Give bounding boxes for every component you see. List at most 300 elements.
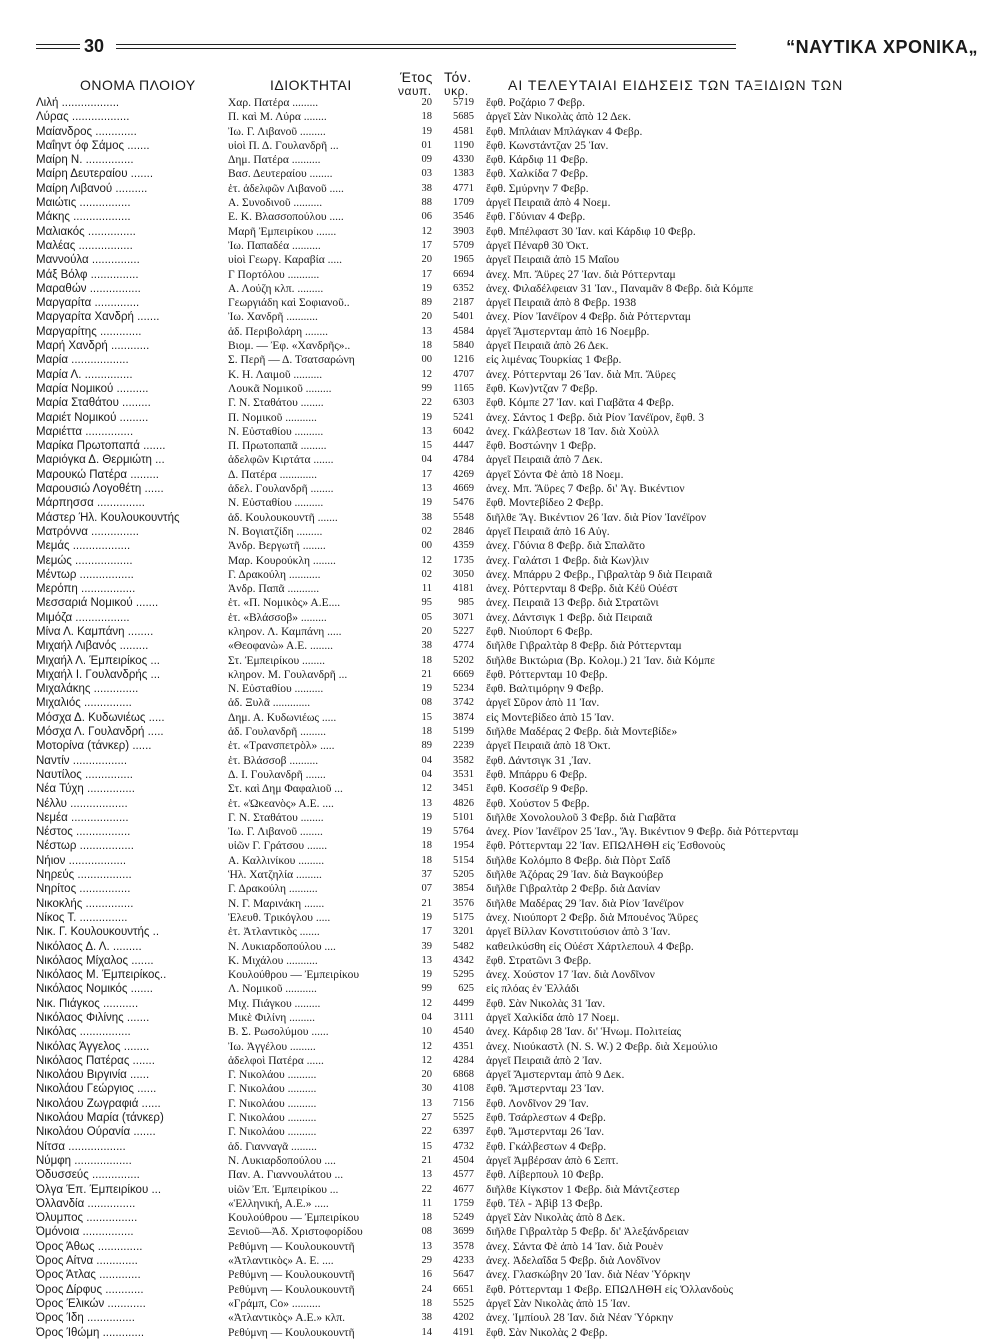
year-built: 19: [421, 811, 432, 823]
ship-name: Μαίρη Δευτεραίου .......: [36, 168, 154, 181]
tonnage: 6042: [453, 425, 474, 437]
owner: υἱοὶ Γεωργ. Καραβία .....: [228, 254, 343, 267]
tonnage: 985: [458, 597, 474, 609]
tonnage: 6352: [453, 282, 474, 294]
owner: ἀδ. Περιβολάρη ........: [228, 325, 328, 338]
owner: Ν. Γ. Μαρινάκη .......: [228, 897, 325, 910]
latest-news: ἔφθ. Γδύνιαν 4 Φεβρ.: [486, 211, 586, 224]
latest-news: ἔφθ. Τσάρλεστων 4 Φεβρ.: [486, 1112, 606, 1125]
year-built: 04: [421, 768, 432, 780]
owner: Μαρ. Κουρούκλη ........: [228, 554, 336, 567]
latest-news: ἀργεῖ Πειραιᾶ ἀπὸ 26 Δεκ.: [486, 340, 609, 353]
latest-news: ἔφθ. Στρατῶνι 3 Φεβρ.: [486, 954, 592, 967]
year-built: 38: [421, 182, 432, 194]
table-row: [36, 582, 976, 596]
year-built: 18: [421, 840, 432, 852]
latest-news: διῆλθε Κολόμπο 8 Φεβρ. διὰ Πὸρτ Σαΐδ: [486, 854, 671, 867]
table-row: [36, 568, 976, 582]
header-rule-middle: [116, 44, 736, 45]
owner: Κ. Μιχάλου ...........: [228, 954, 318, 967]
tonnage: 4447: [453, 440, 474, 452]
ship-name: Όλυμπος ................: [36, 1212, 138, 1225]
owner: Γ. Νικολάου ..........: [228, 1069, 317, 1082]
tonnage: 5647: [453, 1269, 474, 1281]
table-row: [36, 825, 976, 839]
tonnage: 5476: [453, 497, 474, 509]
latest-news: ἔφθ. Μοντεβίδεο 2 Φεβρ.: [486, 497, 604, 510]
tonnage: 5154: [453, 854, 474, 866]
latest-news: ἀνεχ. Σάντος 1 Φεβρ. διὰ Ρίον Ἰανέϊρον, ἔφθ. 3: [486, 411, 705, 424]
year-built: 17: [421, 239, 432, 251]
owner: Ρεθύμνη — Κουλουκουντῆ: [228, 1283, 355, 1296]
ship-name: Νέα Τύχη ...............: [36, 783, 135, 796]
table-row: [36, 868, 976, 882]
tonnage: 3854: [453, 883, 474, 895]
ship-name: Μαρή Χανδρή ............: [36, 340, 150, 353]
latest-news: ἀργεῖ Σὰν Νικολὰς ἀπὸ 12 Δεκ.: [486, 111, 632, 124]
year-built: 19: [421, 911, 432, 923]
latest-news: ἀνεχ. Νιούπορτ 2 Φεβρ. διὰ Μπουένος Ἄϋρες: [486, 911, 698, 924]
ship-name: Μιχαήλ Λ. Έμπειρίκος ...: [36, 654, 160, 667]
year-built: 13: [421, 325, 432, 337]
tonnage: 4669: [453, 483, 474, 495]
table-row: [36, 768, 976, 782]
owner: Ἰω. Χανδρῆ ...........: [228, 311, 318, 324]
year-built: 02: [421, 525, 432, 537]
latest-news: ἔφθ. Μπέλφαστ 30 Ἰαν. καὶ Κάρδιφ 10 Φεβρ.: [486, 225, 696, 238]
tonnage: 6397: [453, 1126, 474, 1138]
year-built: 29: [421, 1255, 432, 1267]
tonnage: 5234: [453, 683, 474, 695]
latest-news: ἔφθ. Κοσσέϊρ 9 Φεβρ.: [486, 783, 589, 796]
table-row: [36, 282, 976, 296]
year-built: 04: [421, 454, 432, 466]
latest-news: καθειλκύσθη εἰς Οὐέστ Χάρτλεπουλ 4 Φεβρ.: [486, 940, 694, 953]
table-row: [36, 482, 976, 496]
latest-news: ἔφθ. Νιούπορτ 6 Φεβρ.: [486, 625, 593, 638]
owner: Μαρῆ Ἐμπειρίκου .......: [228, 225, 337, 238]
owner: Κουλούθρου — Ἐμπειρίκου: [228, 1212, 360, 1225]
tonnage: 1383: [453, 168, 474, 180]
table-row: [36, 253, 976, 267]
year-built: 30: [421, 1083, 432, 1095]
table-row: [36, 1040, 976, 1054]
owner: «Θεοφανὼ» Α.Ε. ........: [228, 640, 334, 653]
latest-news: ἀργεῖ Σὰν Νικολὰς ἀπὸ 8 Δεκ.: [486, 1212, 626, 1225]
latest-news: ἀργεῖ Πειραιᾶ ἀπὸ 2 Ἰαν.: [486, 1054, 603, 1067]
table-row: [36, 1311, 976, 1325]
table-row: [36, 339, 976, 353]
year-built: 95: [421, 597, 432, 609]
latest-news: ἔφθ. Μπάρρυ 6 Φεβρ.: [486, 768, 588, 781]
table-row: [36, 711, 976, 725]
year-built: 39: [421, 940, 432, 952]
owner: ἀδελ. Γουλανδρῆ ........: [228, 483, 334, 496]
latest-news: διῆλθε Μαδέρας 2 Φεβρ. διὰ Μοντεβίδε»: [486, 726, 678, 739]
tonnage: 4771: [453, 182, 474, 194]
year-built: 04: [421, 1012, 432, 1023]
year-built: 11: [421, 583, 432, 595]
table-row: [36, 1011, 976, 1025]
ship-name: Μαρία Σταθάτου .........: [36, 397, 151, 410]
ship-name: Μαριόγκα Δ. Θερμιώτη ...: [36, 454, 165, 467]
latest-news: ἔφθ. Δάντσιγκ 31 ,Ἰαν.: [486, 754, 592, 767]
ship-name: Μοτορίνα (τάνκερ) ......: [36, 740, 152, 753]
ship-name: Μαΐηντ όφ Σάμος .......: [36, 139, 150, 152]
owner: «Ἀτλαντικὸς» Α.Ε.» κλπ.: [228, 1312, 346, 1325]
ship-name: Μαίρη Λιβανού ..........: [36, 182, 148, 195]
year-built: 99: [421, 983, 432, 995]
year-built: 18: [421, 340, 432, 352]
owner: «Ἀτλαντικὸς» Α. Ε. ....: [228, 1255, 334, 1268]
year-built: 19: [421, 969, 432, 981]
tonnage: 3111: [453, 1012, 474, 1023]
latest-news: ἀνεχ. Γαλάτσι 1 Φεβρ. διὰ Κων)λιν: [486, 554, 649, 567]
ship-table: [36, 96, 976, 1340]
owner: Ν. Λυκιαρδοπούλου ....: [228, 940, 336, 953]
year-built: 18: [421, 1297, 432, 1309]
ship-name: Όρος Ίθώμη .............: [36, 1326, 145, 1339]
ship-name: Μάκης ..................: [36, 211, 131, 224]
latest-news: ἔφθ. Κων)ντζαν 7 Φεβρ.: [486, 382, 598, 395]
year-built: 18: [421, 1212, 432, 1224]
page-header: [36, 36, 978, 58]
tonnage: 6694: [453, 268, 474, 280]
ship-name: Μιχαήλ Λιβανός .........: [36, 640, 149, 653]
table-row: [36, 982, 976, 996]
latest-news: ἀργεῖ Πειραιᾶ ἀπὸ 16 Αὐγ.: [486, 525, 610, 538]
tonnage: 3546: [453, 211, 474, 223]
owner: Σ. Περῆ — Δ. Τσατσαρώνη: [228, 354, 355, 367]
tonnage: 4202: [453, 1312, 474, 1324]
table-row: [36, 625, 976, 639]
table-row: [36, 911, 976, 925]
ship-name: Όρος Δίρφυς ............: [36, 1283, 144, 1296]
latest-news: ἔφθ. Σμύρνην 7 Φεβρ.: [486, 182, 589, 195]
tonnage: 3699: [453, 1226, 474, 1238]
ship-name: Μιμόζα .................: [36, 611, 130, 624]
tonnage: 4581: [453, 125, 474, 137]
owner: Γεωργιάδη καὶ Σοφιανοῦ..: [228, 297, 350, 310]
ship-name: Όρος Έλικών ............: [36, 1297, 146, 1310]
owner: Παν. Α. Γιαννουλάτου ...: [228, 1169, 344, 1182]
ship-name: Μεσσαριά Νομικού .......: [36, 597, 159, 610]
year-built: 15: [421, 440, 432, 452]
ship-name: Όδυσσεύς ...............: [36, 1169, 140, 1182]
table-row: [36, 1211, 976, 1225]
ship-name: Νικόλας Άγγελος ........: [36, 1040, 150, 1053]
tonnage: 4181: [453, 583, 474, 595]
ship-name: Ματρόννα ...............: [36, 525, 139, 538]
owner: Ξενιοῦ—Ἀδ. Χριστοφορίδου: [228, 1226, 363, 1239]
table-row: [36, 968, 976, 982]
tonnage: 5709: [453, 239, 474, 251]
table-row: [36, 268, 976, 282]
ship-name: Μαλέας .................: [36, 239, 133, 252]
year-built: 20: [421, 625, 432, 637]
table-row: [36, 1225, 976, 1239]
ship-name: Μαργαρίτα ..............: [36, 297, 140, 310]
year-built: 09: [421, 154, 432, 166]
latest-news: εἰς λιμένας Τουρκίας 1 Φεβρ.: [486, 354, 622, 367]
table-row: [36, 754, 976, 768]
latest-news: διῆλθε Γιβραλτὰρ 5 Φεβρ. δι' Ἀλεξάνδρειαν: [486, 1226, 689, 1239]
owner: Π. καὶ Μ. Λύρα ........: [228, 111, 327, 124]
tonnage: 5525: [453, 1297, 474, 1309]
latest-news: διῆλθε Κίγκστον 1 Φεβρ. διὰ Μάντζεστερ: [486, 1183, 680, 1196]
latest-news: ἔφθ. Κόμπε 27 Ἰαν. καὶ Γιαβᾶτα 4 Φεβρ.: [486, 397, 674, 410]
table-row: [36, 839, 976, 853]
ship-name: Μαρία Λ. ...............: [36, 368, 133, 381]
table-row: [36, 1297, 976, 1311]
ship-name: Νικόλαος Πατέρας .......: [36, 1054, 155, 1067]
tonnage: 1165: [453, 382, 474, 394]
header-rule-left: [36, 44, 80, 45]
owner: ἀδ. Κουλουκουντῆ .......: [228, 511, 338, 524]
ship-name: Μαργαρίτα Χανδρή .......: [36, 311, 160, 324]
latest-news: ἔφθ. Χούστον 5 Φεβρ.: [486, 797, 590, 810]
owner: Ἰω. Γ. Λιβανοῦ ........: [228, 826, 323, 839]
year-built: 20: [421, 1069, 432, 1081]
tonnage: 5401: [453, 311, 474, 323]
col-header-year-2: ναυπ.: [398, 84, 432, 98]
tonnage: 1709: [453, 197, 474, 209]
owner: Ν. Εὐσταθίου ..........: [228, 497, 324, 510]
year-built: 08: [421, 697, 432, 709]
tonnage: 5205: [453, 869, 474, 881]
owner: Γ. Ν. Σταθάτου ........: [228, 811, 324, 824]
owner: «Γράμπ, Co» ..........: [228, 1297, 321, 1310]
year-built: 19: [421, 826, 432, 838]
year-built: 12: [421, 554, 432, 566]
table-row: [36, 1125, 976, 1139]
latest-news: ἔφθ. Μπλάιαν Μπλάγκαν 4 Φεβρ.: [486, 125, 643, 138]
year-built: 13: [421, 1240, 432, 1252]
tonnage: 3576: [453, 897, 474, 909]
latest-news: ἀργεῖ Σόντα Φὲ ἀπὸ 18 Νοεμ.: [486, 468, 624, 481]
table-row: [36, 1197, 976, 1211]
owner: Δ. Ι. Γουλανδρῆ .......: [228, 768, 326, 781]
ship-name: Ναυτίλος ...............: [36, 768, 133, 781]
latest-news: ἀνεχ. Μπ. Ἄϋρες 7 Φεβρ. δι' Ἁγ. Βικέντιον: [486, 483, 685, 496]
year-built: 13: [421, 425, 432, 437]
table-row: [36, 682, 976, 696]
tonnage: 4233: [453, 1255, 474, 1267]
owner: Ν. Εὐσταθίου ..........: [228, 425, 324, 438]
latest-news: ἔφθ. Ἄμστερνταμ 26 Ἰαν.: [486, 1126, 605, 1139]
tonnage: 3071: [453, 611, 474, 623]
ship-name: Μαρουκώ Πατέρα .........: [36, 468, 160, 481]
ship-name: Νικολάου Γεώργιος ......: [36, 1083, 157, 1096]
tonnage: 4191: [453, 1326, 474, 1338]
tonnage: 4826: [453, 797, 474, 809]
year-built: 15: [421, 711, 432, 723]
latest-news: ἔφθ. Γκάλβεστων 4 Φεβρ.: [486, 1140, 607, 1153]
table-row: [36, 1025, 976, 1039]
table-row: [36, 611, 976, 625]
year-built: 12: [421, 783, 432, 795]
ship-name: Μαρία Νομικού ..........: [36, 382, 149, 395]
table-row: [36, 511, 976, 525]
ship-name: Νικ. Πιάγκος ...........: [36, 997, 139, 1010]
owner: Λ. Νομικοῦ ...........: [228, 983, 317, 996]
latest-news: ἀργεῖ Ἀμβέρσαν ἀπὸ 6 Σεπτ.: [486, 1154, 619, 1167]
tonnage: 4774: [453, 640, 474, 652]
year-built: 24: [421, 1283, 432, 1295]
owner: Γ. Δρακούλη ...........: [228, 568, 321, 581]
ship-name: Όρος Άτλας .............: [36, 1269, 141, 1282]
ship-name: Νήιον ..................: [36, 854, 127, 867]
table-row: [36, 396, 976, 410]
ship-name: Μαρίκα Πρωτοπαπά .......: [36, 440, 166, 453]
owner: Ἀνδρ. Βεργωτῆ ........: [228, 540, 326, 553]
table-row: [36, 310, 976, 324]
owner: Γ. Ν. Σταθάτου ........: [228, 397, 324, 410]
tonnage: 4584: [453, 325, 474, 337]
tonnage: 4359: [453, 540, 474, 552]
latest-news: ἀνεχ. Ἰμπίουλ 28 Ἰαν. διὰ Νέαν Ὑόρκην: [486, 1312, 674, 1325]
table-row: [36, 353, 976, 367]
year-built: 02: [421, 568, 432, 580]
table-row: [36, 110, 976, 124]
year-built: 18: [421, 726, 432, 738]
ship-name: Μέντωρ .................: [36, 568, 134, 581]
table-row: [36, 1268, 976, 1282]
year-built: 27: [421, 1112, 432, 1124]
ship-name: Μαίρη Ν. ...............: [36, 154, 134, 167]
ship-name: Νικόλαος Δ. Λ. .........: [36, 940, 142, 953]
tonnage: 4504: [453, 1154, 474, 1166]
owner: Γ. Νικολάου ..........: [228, 1097, 317, 1110]
table-row: [36, 725, 976, 739]
owner: ἑτ. Ἀτλαντικὸς .......: [228, 926, 320, 939]
latest-news: διῆλθε Χονολουλοῦ 3 Φεβρ. διὰ Γιαβᾶτα: [486, 811, 676, 824]
tonnage: 1965: [453, 254, 474, 266]
owner: Ἐλευθ. Τρικόγλου .....: [228, 911, 331, 924]
owner: Ρεθύμνη — Κουλουκουντῆ: [228, 1240, 355, 1253]
table-row: [36, 239, 976, 253]
ship-name: Μαραθών ................: [36, 282, 141, 295]
table-row: [36, 125, 976, 139]
ship-name: Μαιώτις ................: [36, 197, 131, 210]
tonnage: 5295: [453, 969, 474, 981]
table-row: [36, 1082, 976, 1096]
year-built: 22: [421, 397, 432, 409]
tonnage: 1216: [453, 354, 474, 366]
journal-title: “ΝΑΥΤΙΚΑ ΧΡΟΝΙΚΑ„: [786, 37, 978, 57]
ship-name: Μιχαλιός ...............: [36, 697, 132, 710]
tonnage: 5101: [453, 811, 474, 823]
owner: Στ. καὶ Δημ Φαφαλιοῦ ...: [228, 783, 343, 796]
latest-news: ἀργεῖ Πειραιᾶ ἀπὸ 4 Νοεμ.: [486, 197, 611, 210]
tonnage: 5227: [453, 625, 474, 637]
year-built: 07: [421, 883, 432, 895]
ship-name: Νικολάου Βιργινία ......: [36, 1069, 150, 1082]
table-row: [36, 539, 976, 553]
owner: ἑτ. «Ὠκεανὸς» Α.Ε. ....: [228, 797, 334, 810]
owner: ἀδ. Γουλανδρῆ .........: [228, 726, 327, 739]
latest-news: ἀνεχ. Ρόττερνταμ 26 Ἰαν. διὰ Μπ. Ἄϋρες: [486, 368, 676, 381]
year-built: 12: [421, 1054, 432, 1066]
table-row: [36, 1068, 976, 1082]
tonnage: 4351: [453, 1040, 474, 1052]
owner: Ρεθύμνη — Κουλουκουντῆ: [228, 1326, 355, 1339]
latest-news: ἔφθ. Λονδῖνον 29 Ἰαν.: [486, 1097, 589, 1110]
ship-name: Μεμάς ..................: [36, 540, 131, 553]
owner: Λουκᾶ Νομικοῦ .........: [228, 382, 332, 395]
owner: Γ. Νικολάου ..........: [228, 1083, 317, 1096]
ship-name: Νύμφη ..................: [36, 1154, 132, 1167]
latest-news: ἔφθ. Ἄμστερνταμ 23 Ἰαν.: [486, 1083, 605, 1096]
tonnage: 6303: [453, 397, 474, 409]
latest-news: ἔφθ. Βοστώνην 1 Φεβρ.: [486, 440, 597, 453]
tonnage: 6669: [453, 668, 474, 680]
table-row: [36, 325, 976, 339]
latest-news: διῆλθε Ἅγ. Βικέντιον 26 Ἰαν. διὰ Ρίον Ἰανέϊρον: [486, 511, 707, 524]
ship-name: Ναντίν .................: [36, 754, 128, 767]
ship-name: Λύρας ..................: [36, 111, 130, 124]
year-built: 01: [421, 139, 432, 151]
owner: Ἰω. Ἀγγέλου .........: [228, 1040, 316, 1053]
tonnage: 3050: [453, 568, 474, 580]
table-row: [36, 782, 976, 796]
year-built: 00: [421, 354, 432, 366]
tonnage: 3531: [453, 768, 474, 780]
latest-news: ἀνεχ. Χούστον 17 Ἰαν. διὰ Λονδῖνον: [486, 969, 655, 982]
year-built: 19: [421, 497, 432, 509]
owner: Α. Καλλινίκου .........: [228, 854, 325, 867]
latest-news: ἀργεῖ Πειραιᾶ ἀπὸ 7 Δεκ.: [486, 454, 603, 467]
latest-news: εἰς Μοντεβίδεο ἀπὸ 15 Ἰαν.: [486, 711, 615, 724]
ship-name: Όρος Άθως ..............: [36, 1240, 143, 1253]
owner: ἑτ. «Βλάσσοβ» .........: [228, 611, 327, 624]
latest-news: ἔφθ. Ρόττερνταμ 1 Φεβρ. ΕΠΩΛΗΘΗ εἰς Ὁλλανδοὺς: [486, 1283, 734, 1296]
table-row: [36, 96, 976, 110]
ship-name: Νέλλυ ..................: [36, 797, 128, 810]
year-built: 17: [421, 268, 432, 280]
owner: υἱῶν Ἐπ. Ἐμπειρίκου ...: [228, 1183, 339, 1196]
latest-news: ἀργεῖ Ἄμστερνταμ ἀπὸ 16 Νοεμβρ.: [486, 325, 650, 338]
latest-news: ἀργεῖ Πειραιᾶ ἀπὸ 15 Μαΐου: [486, 254, 620, 267]
tonnage: 4108: [453, 1083, 474, 1095]
latest-news: ἔφθ. Λίβερπουλ 10 Φεβρ.: [486, 1169, 604, 1182]
table-row: [36, 696, 976, 710]
year-built: 13: [421, 1169, 432, 1181]
col-header-owners: ΙΔΙΟΚΤΗΤΑΙ: [270, 77, 352, 93]
owner: Μιχ. Πιάγκου .........: [228, 997, 321, 1010]
table-row: [36, 468, 976, 482]
col-header-year-1: Έτος: [400, 69, 433, 85]
table-row: [36, 496, 976, 510]
ship-name: Νικόλαος Νομικός .......: [36, 983, 153, 996]
owner: Στ. Ἐμπειρίκου ........: [228, 654, 326, 667]
year-built: 10: [421, 1026, 432, 1038]
owner: Π. Πρωτοπαπᾶ .........: [228, 440, 327, 453]
year-built: 19: [421, 411, 432, 423]
latest-news: ἀνεχ. Ἀδελαΐδα 5 Φεβρ. διὰ Λονδῖνον: [486, 1255, 661, 1268]
year-built: 13: [421, 797, 432, 809]
tonnage: 2846: [453, 525, 474, 537]
year-built: 19: [421, 125, 432, 137]
tonnage: 1735: [453, 554, 474, 566]
owner: ἑτ. «Π. Νομικὸς» Α.Ε....: [228, 597, 341, 610]
tonnage: 5175: [453, 911, 474, 923]
tonnage: 2239: [453, 740, 474, 752]
tonnage: 4342: [453, 954, 474, 966]
owner: Β. Σ. Ρωσολύμου ......: [228, 1026, 329, 1039]
table-row: [36, 196, 976, 210]
year-built: 12: [421, 1040, 432, 1052]
